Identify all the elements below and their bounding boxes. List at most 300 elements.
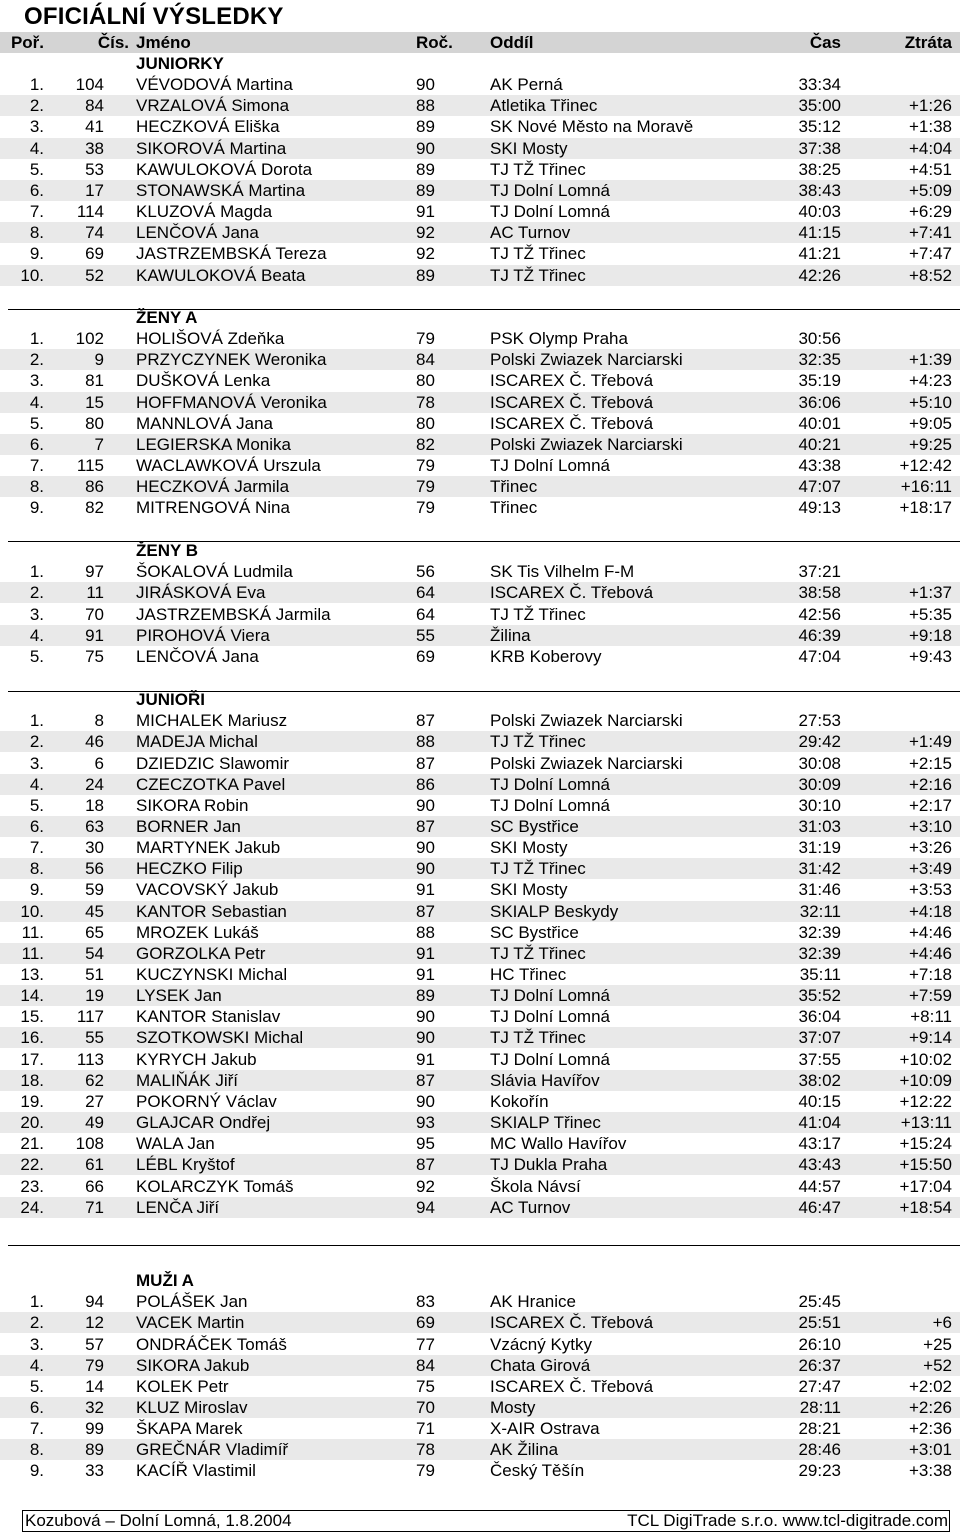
cell-club: KRB Koberovy [490,646,602,666]
cell-num: 18 [85,795,104,815]
cell-name: MALIŇÁK Jiří [136,1070,239,1090]
header-time: Čas [809,33,841,52]
cell-time: 35:12 [798,117,841,137]
cell-gap: +13:11 [900,1113,952,1132]
cell-year: 87 [416,901,435,921]
cell-year: 84 [416,350,435,370]
cell-name: DUŠKOVÁ Lenka [136,371,271,391]
table-row [0,1376,960,1397]
cell-gap: +1:26 [908,96,952,116]
cell-year: 89 [416,180,435,200]
cell-year: 79 [416,329,435,349]
cell-time: 35:11 [799,965,841,984]
cell-gap: +5:10 [908,392,952,412]
cell-pos: 19. [20,1091,44,1111]
table-row [0,731,960,752]
cell-num: 117 [76,1007,104,1027]
cell-time: 47:07 [798,477,841,497]
cell-gap: +5:09 [908,180,952,200]
cell-year: 75 [416,1376,435,1396]
cell-time: 38:02 [798,1070,841,1090]
table-row [0,1397,960,1418]
cell-pos: 3. [29,753,44,773]
cell-name: KAWULOKOVÁ Dorota [136,159,313,179]
cell-pos: 1. [29,1292,44,1312]
table-row [0,943,960,964]
cell-gap: +3:10 [908,816,952,836]
cell-name: SZOTKOWSKI Michal [136,1028,304,1048]
cell-year: 80 [416,371,435,391]
cell-pos: 7. [29,456,44,475]
cell-time: 27:53 [798,711,841,731]
cell-gap: +4:23 [908,371,952,391]
cell-club: Třinec [490,477,538,497]
cell-club: SK Nové Město na Moravě [490,117,694,137]
cell-club: TJ Dolní Lomná [490,1007,610,1027]
cell-name: GREČNÁR Vladimíř [136,1440,289,1460]
cell-year: 90 [416,859,435,879]
cell-year: 86 [416,774,435,794]
cell-num: 56 [85,859,104,879]
cell-pos: 2. [29,1313,44,1333]
section-title: MUŽI A [136,1271,194,1290]
cell-time: 30:09 [798,774,841,794]
cell-gap: +7:41 [908,223,952,243]
cell-gap: +17:04 [899,1176,952,1196]
cell-pos: 6. [29,434,44,454]
cell-time: 40:03 [798,202,841,221]
cell-gap: +4:51 [908,159,952,179]
table-row [0,1439,960,1460]
cell-time: 37:21 [798,562,841,582]
cell-gap: +2:16 [908,774,952,794]
table-row [0,1154,960,1175]
cell-gap: +4:18 [908,901,952,921]
cell-pos: 9. [29,498,44,518]
cell-pos: 7. [29,1419,44,1438]
cell-club: TJ TŽ Třinec [490,732,586,752]
cell-num: 30 [85,838,104,857]
cell-gap: +7:59 [908,986,952,1006]
cell-num: 80 [85,413,104,433]
cell-gap: +1:39 [908,350,952,370]
cell-name: LEGIERSKA Monika [136,434,291,454]
table-row [0,328,960,349]
cell-num: 69 [85,244,104,264]
cell-gap: +16:11 [900,477,952,497]
cell-name: MICHALEK Mariusz [136,711,288,731]
cell-pos: 3. [29,1334,44,1354]
header-pos: Poř. [10,33,44,52]
cell-name: KUCZYNSKI Michal [136,965,288,984]
cell-time: 38:58 [798,583,841,603]
cell-gap: +9:18 [908,625,952,645]
cell-gap: +6:29 [908,202,952,221]
cell-time: 31:46 [798,880,841,900]
cell-pos: 22. [20,1155,44,1175]
cell-pos: 16. [20,1028,44,1048]
table-row [0,774,960,795]
cell-name: WACLAWKOVÁ Urszula [136,456,321,475]
table-row [0,837,960,858]
cell-num: 54 [85,943,104,963]
cell-club: SC Bystřice [490,922,579,942]
cell-year: 79 [416,477,435,497]
cell-pos: 20. [20,1113,44,1132]
cell-club: ISCAREX Č. Třebová [490,1376,654,1396]
table-row [0,985,960,1006]
cell-gap: +8:11 [910,1007,952,1027]
cell-pos: 8. [29,859,44,879]
cell-pos: 2. [29,350,44,370]
cell-pos: 3. [29,371,44,391]
cell-gap: +18:54 [899,1197,952,1217]
cell-num: 102 [75,329,104,349]
cell-name: HECZKOVÁ Jarmila [136,477,290,497]
cell-year: 88 [416,732,435,752]
cell-name: MROZEK Lukáš [136,922,259,942]
cell-name: KYRYCH Jakub [136,1049,257,1069]
cell-club: Polski Zwiazek Narciarski [490,350,683,370]
table-row [0,1133,960,1154]
cell-time: 42:26 [798,265,841,285]
cell-time: 25:45 [798,1292,841,1312]
cell-name: PIROHOVÁ Viera [136,625,270,645]
cell-club: TJ Dolní Lomná [490,774,610,794]
cell-gap: +1:49 [908,732,952,752]
cell-gap: +12:22 [899,1091,952,1111]
cell-gap: +9:25 [908,434,952,454]
cell-time: 41:04 [798,1113,841,1132]
table-row [0,625,960,646]
table-row [0,1049,960,1070]
table-row [0,1112,960,1133]
table-row [0,922,960,943]
cell-pos: 11. [21,943,44,963]
cell-year: 79 [416,456,435,475]
cell-time: 44:57 [798,1176,841,1196]
cell-pos: 7. [29,202,44,221]
footer-right: TCL DigiTrade s.r.o. www.tcl-digitrade.com [627,1511,948,1530]
table-row [0,95,960,116]
cell-pos: 17. [20,1049,44,1069]
cell-year: 87 [416,711,435,731]
cell-pos: 11. [21,922,44,942]
cell-num: 65 [85,922,104,942]
cell-year: 78 [416,1440,435,1460]
table-row [0,497,960,518]
cell-year: 87 [416,1070,435,1090]
cell-year: 90 [416,75,435,95]
table-row [0,604,960,625]
cell-gap: +1:37 [908,583,952,603]
cell-gap: +3:26 [908,838,952,857]
cell-pos: 1. [29,329,44,349]
cell-name: JIRÁSKOVÁ Eva [136,583,266,603]
cell-num: 61 [85,1155,104,1175]
cell-time: 37:38 [798,138,841,158]
cell-time: 49:13 [798,498,841,518]
cell-pos: 5. [29,413,44,433]
cell-pos: 18. [20,1070,44,1090]
cell-year: 91 [416,880,435,900]
cell-time: 46:47 [798,1197,841,1217]
cell-name: JASTRZEMBSKÁ Jarmila [136,604,331,624]
cell-club: TJ Dolní Lomná [490,456,610,475]
cell-pos: 3. [29,604,44,624]
table-row [0,370,960,391]
cell-year: 95 [416,1134,435,1154]
cell-year: 64 [416,604,435,624]
cell-year: 92 [416,1176,435,1196]
cell-club: Mosty [490,1397,536,1417]
cell-club: SKIALP Beskydy [490,901,619,921]
cell-name: VÉVODOVÁ Martina [136,75,293,95]
table-row [0,138,960,159]
cell-pos: 15. [20,1007,44,1027]
cell-num: 86 [85,477,104,497]
cell-time: 32:39 [798,922,841,942]
cell-name: LENČOVÁ Jana [136,223,259,243]
footer-left: Kozubová – Dolní Lomná, 1.8.2004 [25,1511,292,1530]
cell-gap: +52 [923,1355,952,1375]
cell-gap: +2:36 [908,1419,952,1438]
cell-name: MITRENGOVÁ Nina [136,498,290,518]
cell-time: 35:52 [798,986,841,1006]
table-row [0,1070,960,1091]
cell-club: AK Hranice [490,1292,576,1312]
cell-time: 28:11 [799,1397,841,1417]
cell-pos: 13. [20,965,44,984]
cell-year: 64 [416,583,435,603]
section-heading [0,307,960,328]
cell-year: 88 [416,922,435,942]
cell-club: PSK Olymp Praha [490,329,628,349]
cell-pos: 10. [20,265,44,285]
cell-gap: +3:38 [908,1461,952,1481]
cell-num: 115 [76,456,104,475]
cell-name: POKORNÝ Václav [136,1091,277,1111]
cell-year: 70 [416,1397,435,1417]
cell-name: VACOVSKÝ Jakub [136,880,279,900]
cell-time: 43:43 [798,1155,841,1175]
cell-time: 41:21 [798,244,841,264]
cell-time: 26:10 [798,1334,841,1354]
cell-pos: 4. [29,774,44,794]
cell-year: 55 [416,625,435,645]
cell-club: AK Žilina [490,1440,559,1460]
cell-name: GLAJCAR Ondřej [136,1113,271,1132]
cell-club: Polski Zwiazek Narciarski [490,711,683,731]
cell-pos: 5. [29,646,44,666]
cell-time: 32:11 [799,901,841,921]
cell-club: AC Turnov [490,1197,571,1217]
cell-name: STONAWSKÁ Martina [136,180,306,200]
cell-year: 92 [416,223,435,243]
cell-pos: 24. [20,1197,44,1217]
cell-club: Polski Zwiazek Narciarski [490,753,683,773]
cell-club: ISCAREX Č. Třebová [490,583,654,603]
table-row [0,116,960,137]
cell-num: 79 [85,1355,104,1375]
cell-club: ISCAREX Č. Třebová [490,371,654,391]
cell-club: Kokořín [490,1091,549,1111]
cell-year: 93 [416,1113,435,1132]
cell-name: HECZKO Filip [136,859,243,879]
cell-num: 108 [75,1134,104,1154]
table-row [0,1334,960,1355]
cell-gap: +15:24 [899,1134,952,1154]
cell-name: ŠKAPA Marek [136,1419,243,1438]
cell-num: 59 [85,880,104,900]
cell-gap: +4:46 [908,943,952,963]
cell-pos: 9. [29,244,44,264]
cell-time: 35:19 [798,371,841,391]
cell-num: 9 [94,350,104,370]
cell-pos: 9. [29,880,44,900]
cell-gap: +2:17 [908,795,952,815]
table-row [0,710,960,731]
header-name: Jméno [136,33,191,52]
cell-time: 26:37 [798,1355,841,1375]
section-heading [0,53,960,74]
cell-pos: 4. [29,1355,44,1375]
cell-num: 74 [85,223,104,243]
section-title: ŽENY A [136,308,198,327]
cell-time: 47:04 [798,646,841,666]
cell-gap: +18:17 [899,498,952,518]
cell-num: 15 [85,392,104,412]
cell-club: TJ TŽ Třinec [490,159,586,179]
cell-num: 6 [94,753,104,773]
cell-time: 37:07 [798,1028,841,1048]
cell-time: 29:23 [798,1461,841,1481]
cell-pos: 1. [29,562,44,582]
cell-num: 104 [75,75,104,95]
cell-pos: 8. [29,477,44,497]
cell-time: 40:21 [798,434,841,454]
cell-pos: 7. [29,838,44,857]
cell-club: TJ TŽ Třinec [490,265,586,285]
cell-club: ISCAREX Č. Třebová [490,413,654,433]
table-header [0,32,960,53]
cell-time: 30:56 [798,329,841,349]
cell-num: 41 [85,117,104,137]
cell-club: HC Třinec [490,965,567,984]
cell-year: 80 [416,413,435,433]
cell-name: KOLARCZYK Tomáš [136,1176,294,1196]
cell-year: 91 [416,1049,435,1069]
cell-name: HOLIŠOVÁ Zdeňka [136,329,285,349]
cell-pos: 21. [20,1134,44,1154]
cell-year: 78 [416,392,435,412]
table-row [0,1027,960,1048]
cell-name: KACÍŘ Vlastimil [136,1461,256,1481]
table-row [0,1291,960,1312]
cell-club: SKIALP Třinec [490,1113,601,1132]
cell-num: 94 [85,1292,104,1312]
cell-name: KANTOR Sebastian [136,901,287,921]
cell-time: 32:35 [798,350,841,370]
cell-club: SC Bystřice [490,816,579,836]
cell-year: 82 [416,434,435,454]
cell-year: 87 [416,816,435,836]
cell-name: KLUZ Miroslav [136,1397,248,1417]
cell-num: 17 [85,180,104,200]
cell-club: Český Těšín [490,1461,585,1481]
cell-year: 79 [416,498,435,518]
cell-club: TJ TŽ Třinec [490,244,586,264]
table-row [0,201,960,222]
cell-name: MANNLOVÁ Jana [136,413,273,433]
cell-year: 90 [416,1091,435,1111]
table-row [0,646,960,667]
cell-num: 113 [76,1049,104,1069]
cell-time: 29:42 [798,732,841,752]
cell-pos: 6. [29,1397,44,1417]
cell-num: 27 [85,1091,104,1111]
cell-num: 55 [85,1028,104,1048]
cell-name: DZIEDZIC Slawomir [136,753,290,773]
cell-num: 32 [85,1397,104,1417]
cell-pos: 5. [29,1376,44,1396]
cell-num: 66 [85,1176,104,1196]
section-title: ŽENY B [136,541,199,560]
cell-club: ISCAREX Č. Třebová [490,1313,654,1333]
table-row [0,1418,960,1439]
cell-name: LENČA Jiří [136,1197,220,1217]
page-title: OFICIÁLNÍ VÝSLEDKY [24,3,284,30]
cell-year: 71 [416,1419,435,1438]
cell-pos: 2. [29,96,44,116]
cell-club: TJ Dolní Lomná [490,986,610,1006]
cell-pos: 10. [20,901,44,921]
cell-gap: +15:50 [899,1155,952,1175]
cell-club: Slávia Havířov [490,1070,600,1090]
cell-pos: 8. [29,1440,44,1460]
table-row [0,1197,960,1218]
cell-pos: 5. [29,159,44,179]
cell-gap: +3:49 [908,859,952,879]
cell-club: Škola Návsí [490,1176,581,1196]
cell-pos: 6. [29,816,44,836]
cell-pos: 8. [29,223,44,243]
cell-year: 91 [416,943,435,963]
section-heading [0,540,960,561]
cell-num: 19 [85,986,104,1006]
cell-club: TJ Dukla Praha [490,1155,608,1175]
cell-name: WALA Jan [136,1134,215,1154]
table-row [0,413,960,434]
cell-club: TJ TŽ Třinec [490,604,586,624]
cell-name: LENČOVÁ Jana [136,646,259,666]
cell-club: AK Perná [490,75,563,95]
cell-club: TJ Dolní Lomná [490,795,610,815]
cell-pos: 2. [29,583,44,603]
cell-time: 28:21 [798,1419,841,1438]
section-heading [0,689,960,710]
cell-time: 40:01 [798,413,841,433]
cell-name: KOLEK Petr [136,1376,229,1396]
cell-year: 69 [416,1313,435,1333]
table-row [0,74,960,95]
cell-club: SK Tis Vilhelm F-M [490,562,635,582]
cell-name: KANTOR Stanislav [136,1007,281,1027]
cell-club: Chata Girová [490,1355,591,1375]
cell-pos: 4. [29,138,44,158]
cell-club: X-AIR Ostrava [490,1419,600,1438]
cell-time: 25:51 [798,1313,841,1333]
